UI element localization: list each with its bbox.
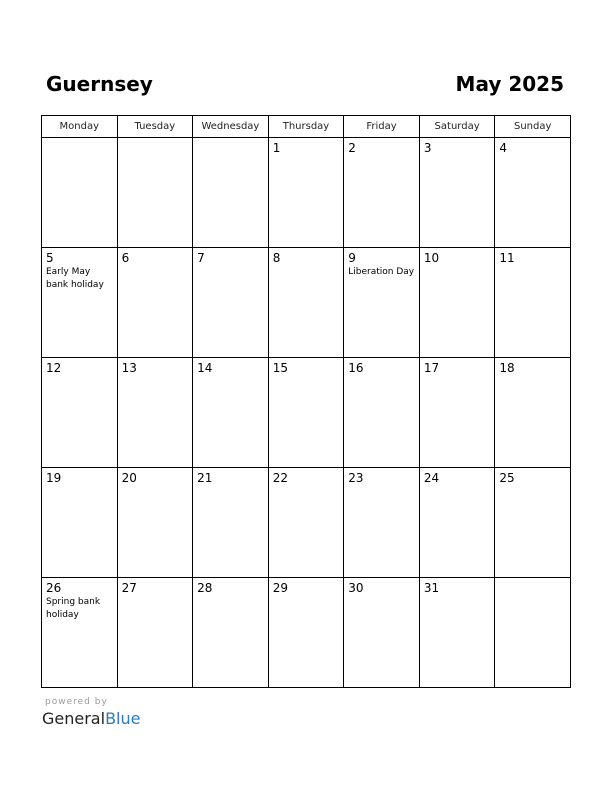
day-cell (268, 578, 344, 688)
calendar-grid (41, 115, 571, 688)
day-cell (344, 578, 420, 688)
day-number: 1 (272, 141, 281, 155)
day-cell (268, 138, 344, 248)
day-cell (419, 248, 495, 358)
day-number: 2 (348, 141, 356, 155)
day-cell (42, 248, 118, 358)
weekday-tuesday: Tuesday (117, 116, 193, 138)
day-cell (344, 248, 420, 358)
day-number: 31 (423, 581, 440, 595)
day-number: 25 (499, 471, 515, 485)
day-number: 17 (423, 361, 440, 375)
weekday-wednesday: Wednesday (193, 116, 269, 138)
weekday-sunday: Sunday (495, 116, 571, 138)
week-row (42, 358, 571, 468)
day-cell (268, 358, 344, 468)
day-cell (42, 578, 118, 688)
day-cell (495, 578, 571, 688)
day-cell (495, 468, 571, 578)
day-cell (117, 248, 193, 358)
day-cell (193, 358, 269, 468)
day-number: 20 (121, 471, 137, 485)
day-cell (495, 138, 571, 248)
day-cell (193, 578, 269, 688)
day-number: 21 (197, 471, 213, 485)
day-number: 15 (272, 361, 288, 375)
week-row (42, 248, 571, 358)
day-cell (419, 358, 495, 468)
logo-blue: Blue (105, 709, 141, 728)
day-number: 9 (348, 251, 356, 265)
country-title: Guernsey (46, 72, 153, 96)
day-cell (117, 138, 193, 248)
day-number: 6 (121, 251, 130, 265)
day-number: 18 (499, 361, 515, 375)
day-number: 16 (348, 361, 364, 375)
day-cell (193, 138, 269, 248)
day-cell (419, 578, 495, 688)
day-cell (42, 358, 118, 468)
weekday-monday: Monday (42, 116, 118, 138)
calendar-body (42, 138, 571, 688)
holiday-label: Spring bank holiday (46, 597, 101, 620)
day-number: 19 (46, 471, 62, 485)
day-cell (419, 468, 495, 578)
day-number: 12 (46, 361, 62, 375)
day-cell (344, 358, 420, 468)
week-row (42, 138, 571, 248)
day-cell (117, 358, 193, 468)
weekday-header-row (42, 116, 571, 138)
weekday-thursday: Thursday (268, 116, 344, 138)
day-number: 14 (197, 361, 213, 375)
weekday-friday: Friday (344, 116, 420, 138)
day-cell (495, 358, 571, 468)
day-number: 27 (121, 581, 137, 595)
week-row (42, 578, 571, 688)
day-cell (42, 468, 118, 578)
holiday-label: Early May bank holiday (46, 267, 104, 290)
day-number: 8 (272, 251, 281, 265)
day-number: 3 (423, 141, 432, 155)
generalblue-logo (42, 709, 140, 729)
day-cell (117, 468, 193, 578)
day-number: 30 (348, 581, 364, 595)
day-cell (193, 468, 269, 578)
day-cell (495, 248, 571, 358)
day-number: 10 (423, 251, 440, 265)
day-number: 28 (197, 581, 213, 595)
weekday-header (42, 116, 571, 138)
day-cell (268, 248, 344, 358)
logo-general: General (42, 709, 106, 728)
footer-branding (42, 696, 140, 729)
day-number: 4 (499, 141, 508, 155)
day-number: 13 (121, 361, 137, 375)
day-number: 5 (46, 251, 54, 265)
day-number: 7 (197, 251, 205, 265)
month-year-title: May 2025 (455, 72, 564, 96)
day-number: 24 (423, 471, 440, 485)
day-cell (193, 248, 269, 358)
day-number: 11 (499, 251, 515, 265)
day-cell (344, 468, 420, 578)
holiday-label: Liberation Day (348, 267, 415, 277)
day-cell (42, 138, 118, 248)
day-number: 22 (272, 471, 288, 485)
week-row (42, 468, 571, 578)
day-number: 29 (272, 581, 288, 595)
weekday-saturday: Saturday (419, 116, 495, 138)
day-cell (344, 138, 420, 248)
day-cell (117, 578, 193, 688)
day-number: 26 (46, 581, 62, 595)
day-cell (419, 138, 495, 248)
day-number: 23 (348, 471, 364, 485)
powered-by-text: powered by (45, 697, 108, 707)
day-cell (268, 468, 344, 578)
